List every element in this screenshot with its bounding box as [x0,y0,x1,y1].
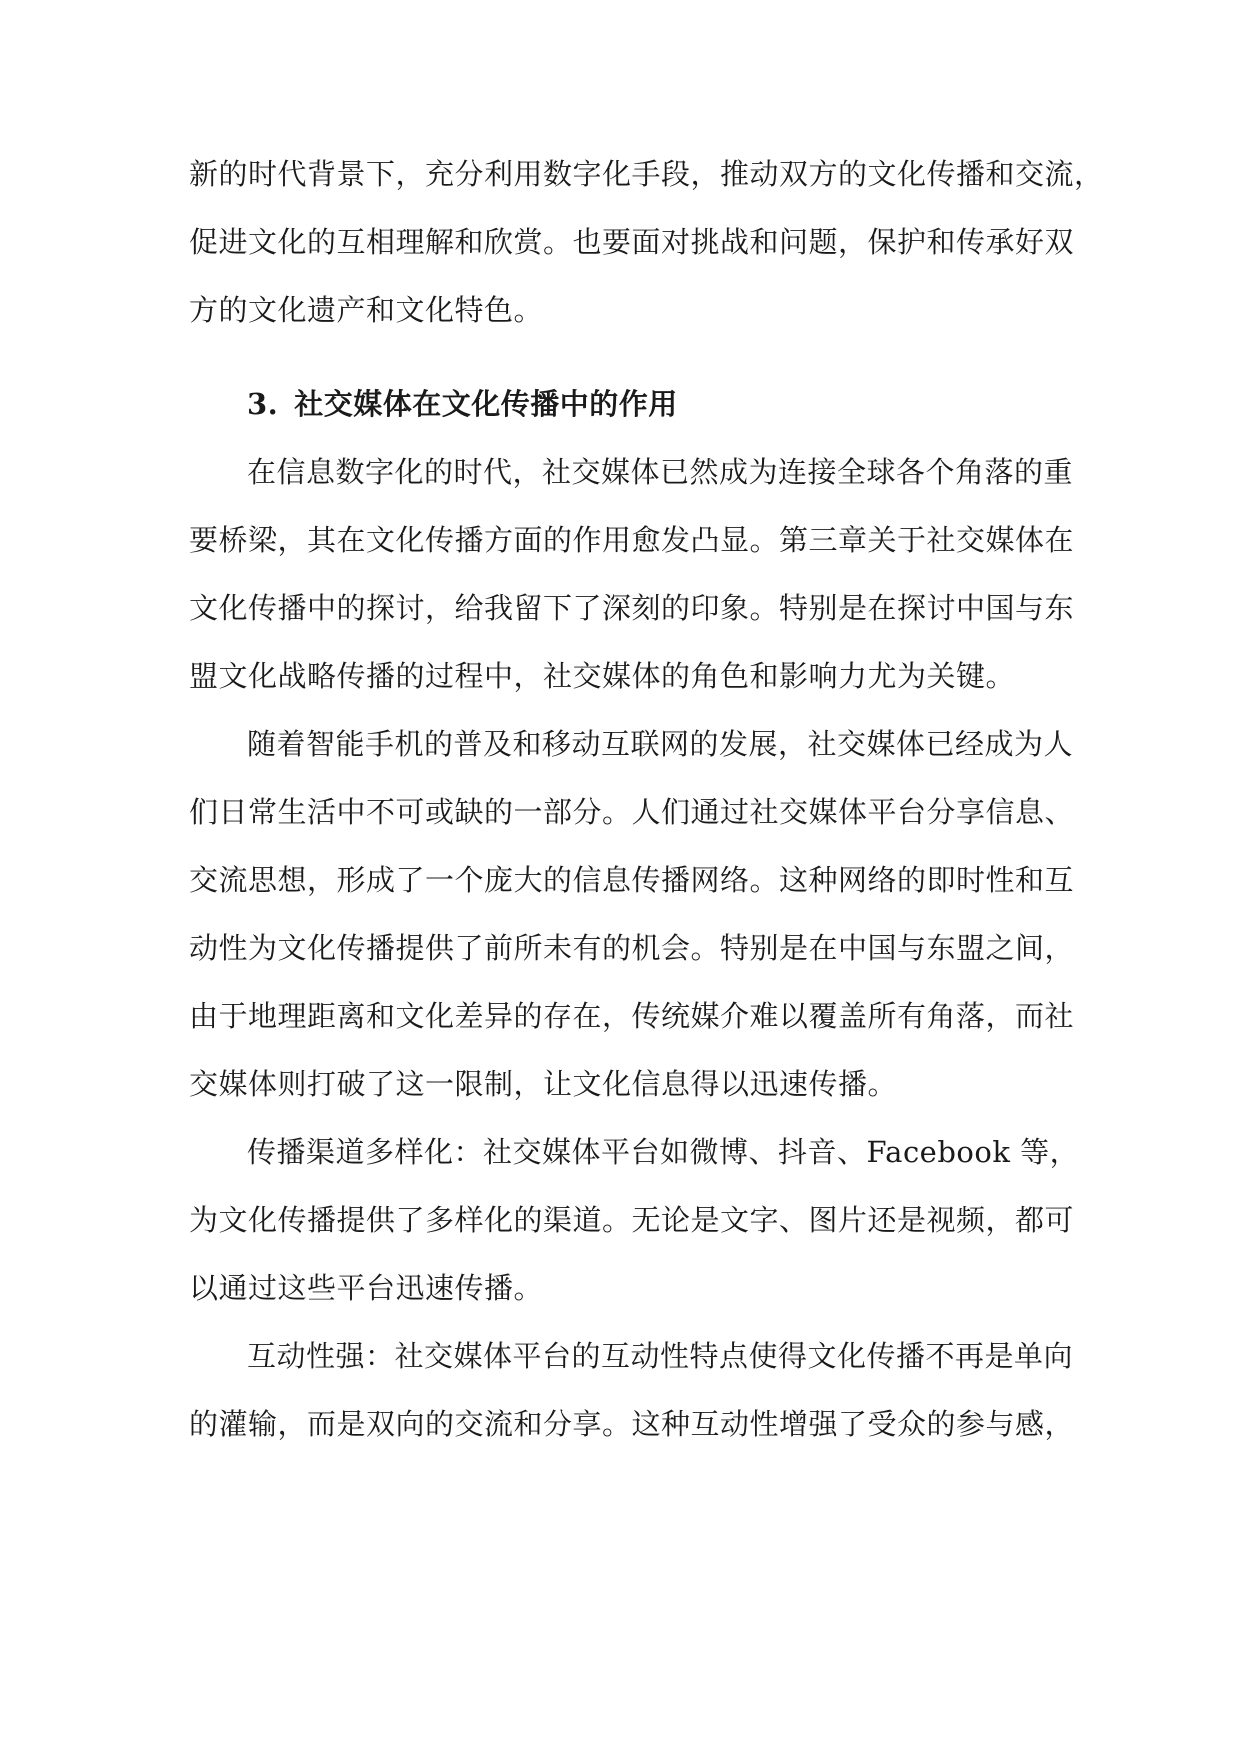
section-heading [189,370,1069,438]
paragraph-line: 动性为文化传播提供了前所未有的机会。特别是在中国与东盟之间， [189,931,1075,965]
section-title: 社交媒体在文化传播中的作用 [294,387,678,421]
paragraph-line: 的灌输，而是双向的交流和分享。这种互动性增强了受众的参与感， [189,1407,1075,1441]
paragraph-line: 促进文化的互相理解和欣赏。也要面对挑战和问题，保护和传承好双 [189,225,1075,259]
paragraph-2 [189,710,1075,1118]
paragraph-line: 随着智能手机的普及和移动互联网的发展，社交媒体已经成为人 [247,727,1074,761]
paragraph-line: 交媒体则打破了这一限制，让文化信息得以迅速传播。 [189,1067,898,1101]
paragraph-line: 文化传播中的探讨，给我留下了深刻的印象。特别是在探讨中国与东 [189,591,1075,625]
paragraph-line: 盟文化战略传播的过程中，社交媒体的角色和影响力尤为关键。 [189,659,1016,693]
intro-paragraph [189,140,1104,344]
paragraph-line: 以通过这些平台迅速传播。 [189,1271,544,1305]
paragraph-line: 在信息数字化的时代，社交媒体已然成为连接全球各个角落的重 [247,455,1074,489]
paragraph-line: 们日常生活中不可或缺的一部分。人们通过社交媒体平台分享信息、 [189,795,1075,829]
paragraph-line: 为文化传播提供了多样化的渠道。无论是文字、图片还是视频，都可 [189,1203,1075,1237]
paragraph-line: 新的时代背景下，充分利用数字化手段，推动双方的文化传播和交流， [189,157,1104,191]
paragraph-line: 交流思想，形成了一个庞大的信息传播网络。这种网络的即时性和互 [189,863,1075,897]
paragraph-line: 传播渠道多样化：社交媒体平台如微博、抖音、Facebook 等， [247,1135,1080,1169]
paragraph-line: 由于地理距离和文化差异的存在，传统媒介难以覆盖所有角落，而社 [189,999,1075,1033]
paragraph-line: 互动性强：社交媒体平台的互动性特点使得文化传播不再是单向 [247,1339,1074,1373]
paragraph-3 [189,1118,1080,1322]
document-body [189,140,1104,1458]
paragraph-line: 方的文化遗产和文化特色。 [189,293,544,327]
paragraph-4 [189,1322,1075,1458]
paragraph-1 [189,438,1075,710]
section-number: 3. [247,387,279,421]
paragraph-line: 要桥梁，其在文化传播方面的作用愈发凸显。第三章关于社交媒体在 [189,523,1075,557]
